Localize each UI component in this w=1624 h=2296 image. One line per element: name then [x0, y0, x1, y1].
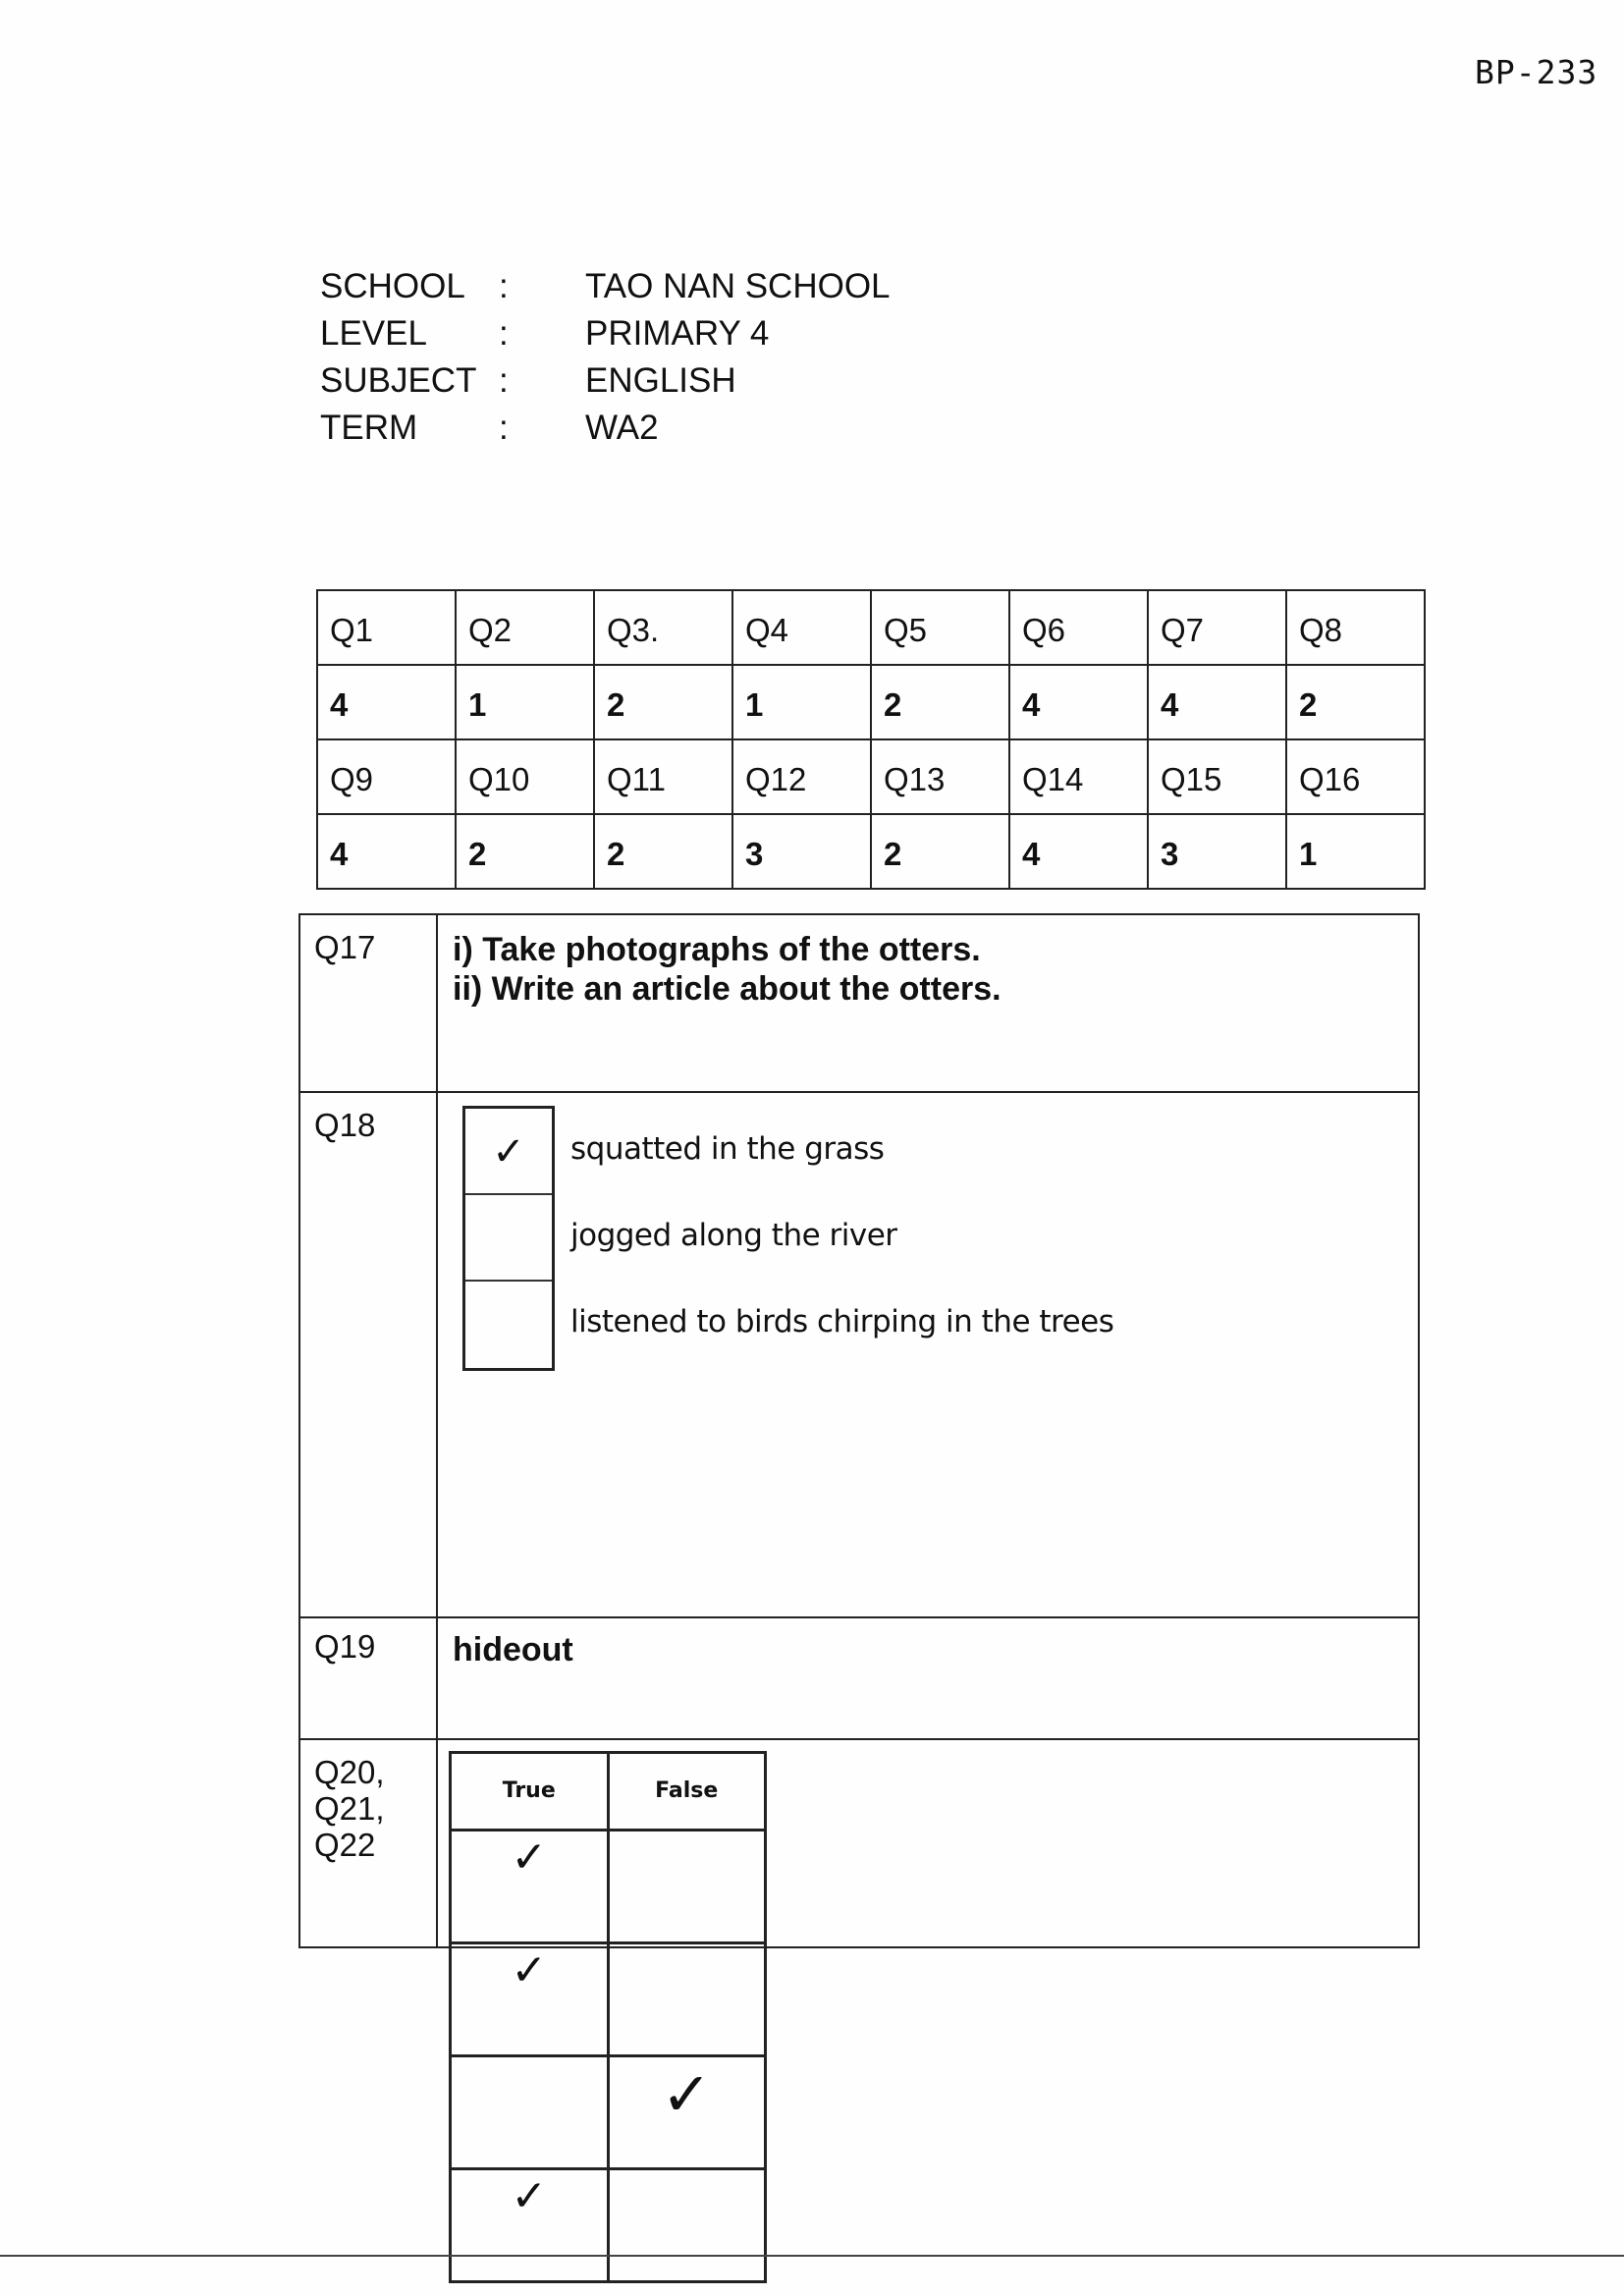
- open-ended-answers: [298, 913, 1420, 2221]
- false-cell: [608, 1942, 766, 2055]
- true-cell: [451, 2055, 609, 2168]
- question-cell: Q9: [317, 739, 456, 814]
- true-cell: [451, 1942, 609, 2055]
- meta-label: TERM: [320, 409, 418, 447]
- false-header: False: [608, 1752, 766, 1830]
- meta-colon: :: [499, 314, 509, 353]
- meta-value: PRIMARY 4: [585, 314, 770, 353]
- false-cell: [608, 2168, 766, 2281]
- answer-cell: 2: [871, 665, 1009, 739]
- answer-cell: 2: [594, 814, 732, 889]
- school-row: [320, 263, 891, 310]
- question-label: Q18: [299, 1092, 437, 1617]
- mcq-answer-grid: [316, 589, 1426, 890]
- q19-row: [299, 1617, 1419, 1739]
- answer-row: [317, 665, 1425, 739]
- check-icon: ✓: [661, 2057, 713, 2130]
- question-cell: Q4: [732, 590, 871, 665]
- answer-cell: 4: [1009, 814, 1148, 889]
- document-code: BP-233: [1475, 53, 1598, 91]
- answer-cell: 2: [594, 665, 732, 739]
- answer-cell: 2: [871, 814, 1009, 889]
- question-cell: Q13: [871, 739, 1009, 814]
- question-label: Q19: [299, 1617, 437, 1739]
- answer-text: hideout: [453, 1630, 573, 1668]
- level-row: [320, 310, 891, 357]
- tick-cell: [465, 1195, 552, 1282]
- false-cell: [608, 1830, 766, 1942]
- check-icon: ✓: [511, 2170, 548, 2221]
- meta-label: SUBJECT: [320, 361, 477, 400]
- q19-answer: [437, 1617, 1419, 1739]
- question-cell: Q14: [1009, 739, 1148, 814]
- answer-row: [317, 814, 1425, 889]
- question-cell: Q12: [732, 739, 871, 814]
- question-cell: Q3.: [594, 590, 732, 665]
- true-cell: [451, 2168, 609, 2281]
- q17-answer: [437, 914, 1419, 1092]
- question-cell: Q10: [456, 739, 594, 814]
- true-header: True: [451, 1752, 609, 1830]
- q17-answer-line: i) Take photographs of the otters.: [453, 931, 981, 968]
- question-cell: Q5: [871, 590, 1009, 665]
- option-text: listened to birds chirping in the trees: [570, 1303, 1114, 1339]
- q20-answer: [437, 1739, 1419, 2221]
- question-cell: Q2: [456, 590, 594, 665]
- meta-colon: :: [499, 409, 509, 447]
- option-text: squatted in the grass: [570, 1130, 885, 1167]
- meta-colon: :: [499, 361, 509, 400]
- option-text: jogged along the river: [570, 1217, 897, 1253]
- question-row: [317, 739, 1425, 814]
- question-cell: Q16: [1286, 739, 1425, 814]
- question-cell: Q6: [1009, 590, 1148, 665]
- false-cell: [608, 2055, 766, 2168]
- question-label: Q20, Q21, Q22: [299, 1739, 437, 1947]
- q17-row: [299, 914, 1419, 1092]
- answer-cell: 1: [1286, 814, 1425, 889]
- q18-answer: [437, 1092, 1419, 1617]
- question-row: [317, 590, 1425, 665]
- answer-cell: 4: [1148, 665, 1286, 739]
- meta-value: TAO NAN SCHOOL: [585, 267, 891, 305]
- q17-answer-line: ii) Write an article about the otters.: [453, 970, 1001, 1008]
- answer-cell: 2: [1286, 665, 1425, 739]
- answer-cell: 4: [1009, 665, 1148, 739]
- meta-label: LEVEL: [320, 314, 427, 353]
- answer-cell: 4: [317, 814, 456, 889]
- statement-row: [451, 1942, 766, 2055]
- answer-cell: 1: [456, 665, 594, 739]
- question-cell: Q7: [1148, 590, 1286, 665]
- question-cell: Q11: [594, 739, 732, 814]
- question-cell: Q1: [317, 590, 456, 665]
- true-false-table: [449, 1751, 767, 2283]
- meta-value: WA2: [585, 409, 659, 447]
- page-edge-line: [0, 2255, 1624, 2257]
- term-row: [320, 405, 891, 452]
- statement-row: [451, 2055, 766, 2168]
- statement-row: [451, 2168, 766, 2281]
- tick-box: [462, 1106, 555, 1371]
- statement-row: [451, 1830, 766, 1942]
- answer-cell: 3: [732, 814, 871, 889]
- meta-colon: :: [499, 267, 509, 305]
- check-icon: ✓: [492, 1128, 525, 1175]
- check-icon: ✓: [511, 1944, 548, 1995]
- subject-row: [320, 357, 891, 405]
- answer-cell: 1: [732, 665, 871, 739]
- answer-cell: 4: [317, 665, 456, 739]
- question-label: Q17: [299, 914, 437, 1092]
- answer-cell: 2: [456, 814, 594, 889]
- q18-row: [299, 1092, 1419, 1617]
- check-icon: ✓: [511, 1831, 548, 1883]
- meta-value: ENGLISH: [585, 361, 736, 400]
- answer-cell: 3: [1148, 814, 1286, 889]
- exam-info: [320, 263, 891, 452]
- q20-row: [299, 1739, 1419, 1947]
- question-cell: Q15: [1148, 739, 1286, 814]
- tick-cell: [465, 1282, 552, 1368]
- tick-cell: [465, 1109, 552, 1195]
- question-cell: Q8: [1286, 590, 1425, 665]
- true-cell: [451, 1830, 609, 1942]
- meta-label: SCHOOL: [320, 267, 465, 305]
